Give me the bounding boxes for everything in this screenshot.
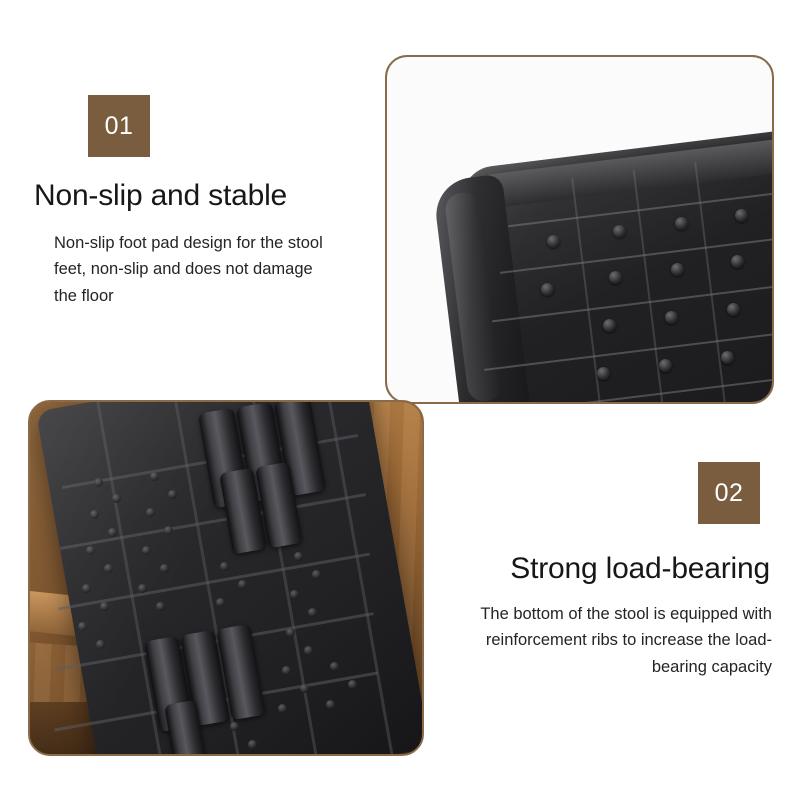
- anti-slip-dot: [330, 662, 339, 671]
- feature-body-01: Non-slip foot pad design for the stool feet, non-slip and does not damage the floor: [54, 233, 323, 305]
- anti-slip-dot: [142, 546, 151, 555]
- stud-dot: [721, 351, 734, 364]
- anti-slip-dot: [108, 528, 117, 537]
- anti-slip-dot: [286, 628, 295, 637]
- anti-slip-dot: [304, 646, 313, 655]
- anti-slip-dot: [230, 722, 239, 731]
- anti-slip-dot: [282, 666, 291, 675]
- anti-slip-dot: [160, 564, 169, 573]
- anti-slip-dot: [278, 704, 287, 713]
- stud-dot: [665, 311, 678, 324]
- anti-slip-dot: [138, 584, 147, 593]
- anti-slip-dot: [146, 508, 155, 517]
- anti-slip-dot: [220, 562, 229, 571]
- anti-slip-dot: [168, 490, 177, 499]
- stud-dot: [541, 283, 554, 296]
- feature-image-01-inner: [387, 57, 772, 402]
- stud-dot: [671, 263, 684, 276]
- anti-slip-dot: [104, 564, 113, 573]
- anti-slip-dot: [100, 602, 109, 611]
- stud-dot: [659, 359, 672, 372]
- feature-block-01: [30, 95, 370, 310]
- anti-slip-dot: [112, 494, 121, 503]
- anti-slip-dot: [90, 510, 99, 519]
- anti-slip-dot: [156, 602, 165, 611]
- anti-slip-dot: [312, 570, 321, 579]
- stud-dot: [613, 225, 626, 238]
- feature-number-badge-02: 02: [698, 462, 760, 524]
- feature-image-01: [385, 55, 774, 404]
- anti-slip-dot: [290, 590, 299, 599]
- anti-slip-dot: [308, 608, 317, 617]
- feature-number-badge-01: 01: [88, 95, 150, 157]
- feature-image-02-inner: [30, 402, 422, 754]
- anti-slip-dot: [86, 546, 95, 555]
- anti-slip-dot: [216, 598, 225, 607]
- stud-dot: [547, 235, 560, 248]
- feature-headline-02: Strong load-bearing: [510, 552, 770, 585]
- stud-dot: [731, 255, 744, 268]
- anti-slip-dot: [294, 552, 303, 561]
- feature-headline-01: Non-slip and stable: [34, 179, 288, 212]
- stud-dot: [597, 367, 610, 380]
- feature-image-02: [28, 400, 424, 756]
- anti-slip-dot: [150, 472, 159, 481]
- anti-slip-dot: [326, 700, 335, 709]
- anti-slip-dot: [300, 684, 309, 693]
- anti-slip-dot: [238, 580, 247, 589]
- anti-slip-dot: [248, 740, 257, 749]
- stud-dot: [727, 303, 740, 316]
- feature-block-02: [432, 462, 772, 681]
- stud-dot: [609, 271, 622, 284]
- anti-slip-dot: [94, 478, 103, 487]
- anti-slip-dot: [96, 640, 105, 649]
- feature-body-02: The bottom of the stool is equipped with reinforcement ribs to increase the load-bearing capacity: [480, 604, 772, 676]
- anti-slip-dot: [78, 622, 87, 631]
- anti-slip-dot: [348, 680, 357, 689]
- anti-slip-dot: [164, 526, 173, 535]
- anti-slip-dot: [82, 584, 91, 593]
- stud-dot: [603, 319, 616, 332]
- stud-dot: [675, 217, 688, 230]
- stud-dot: [735, 209, 748, 222]
